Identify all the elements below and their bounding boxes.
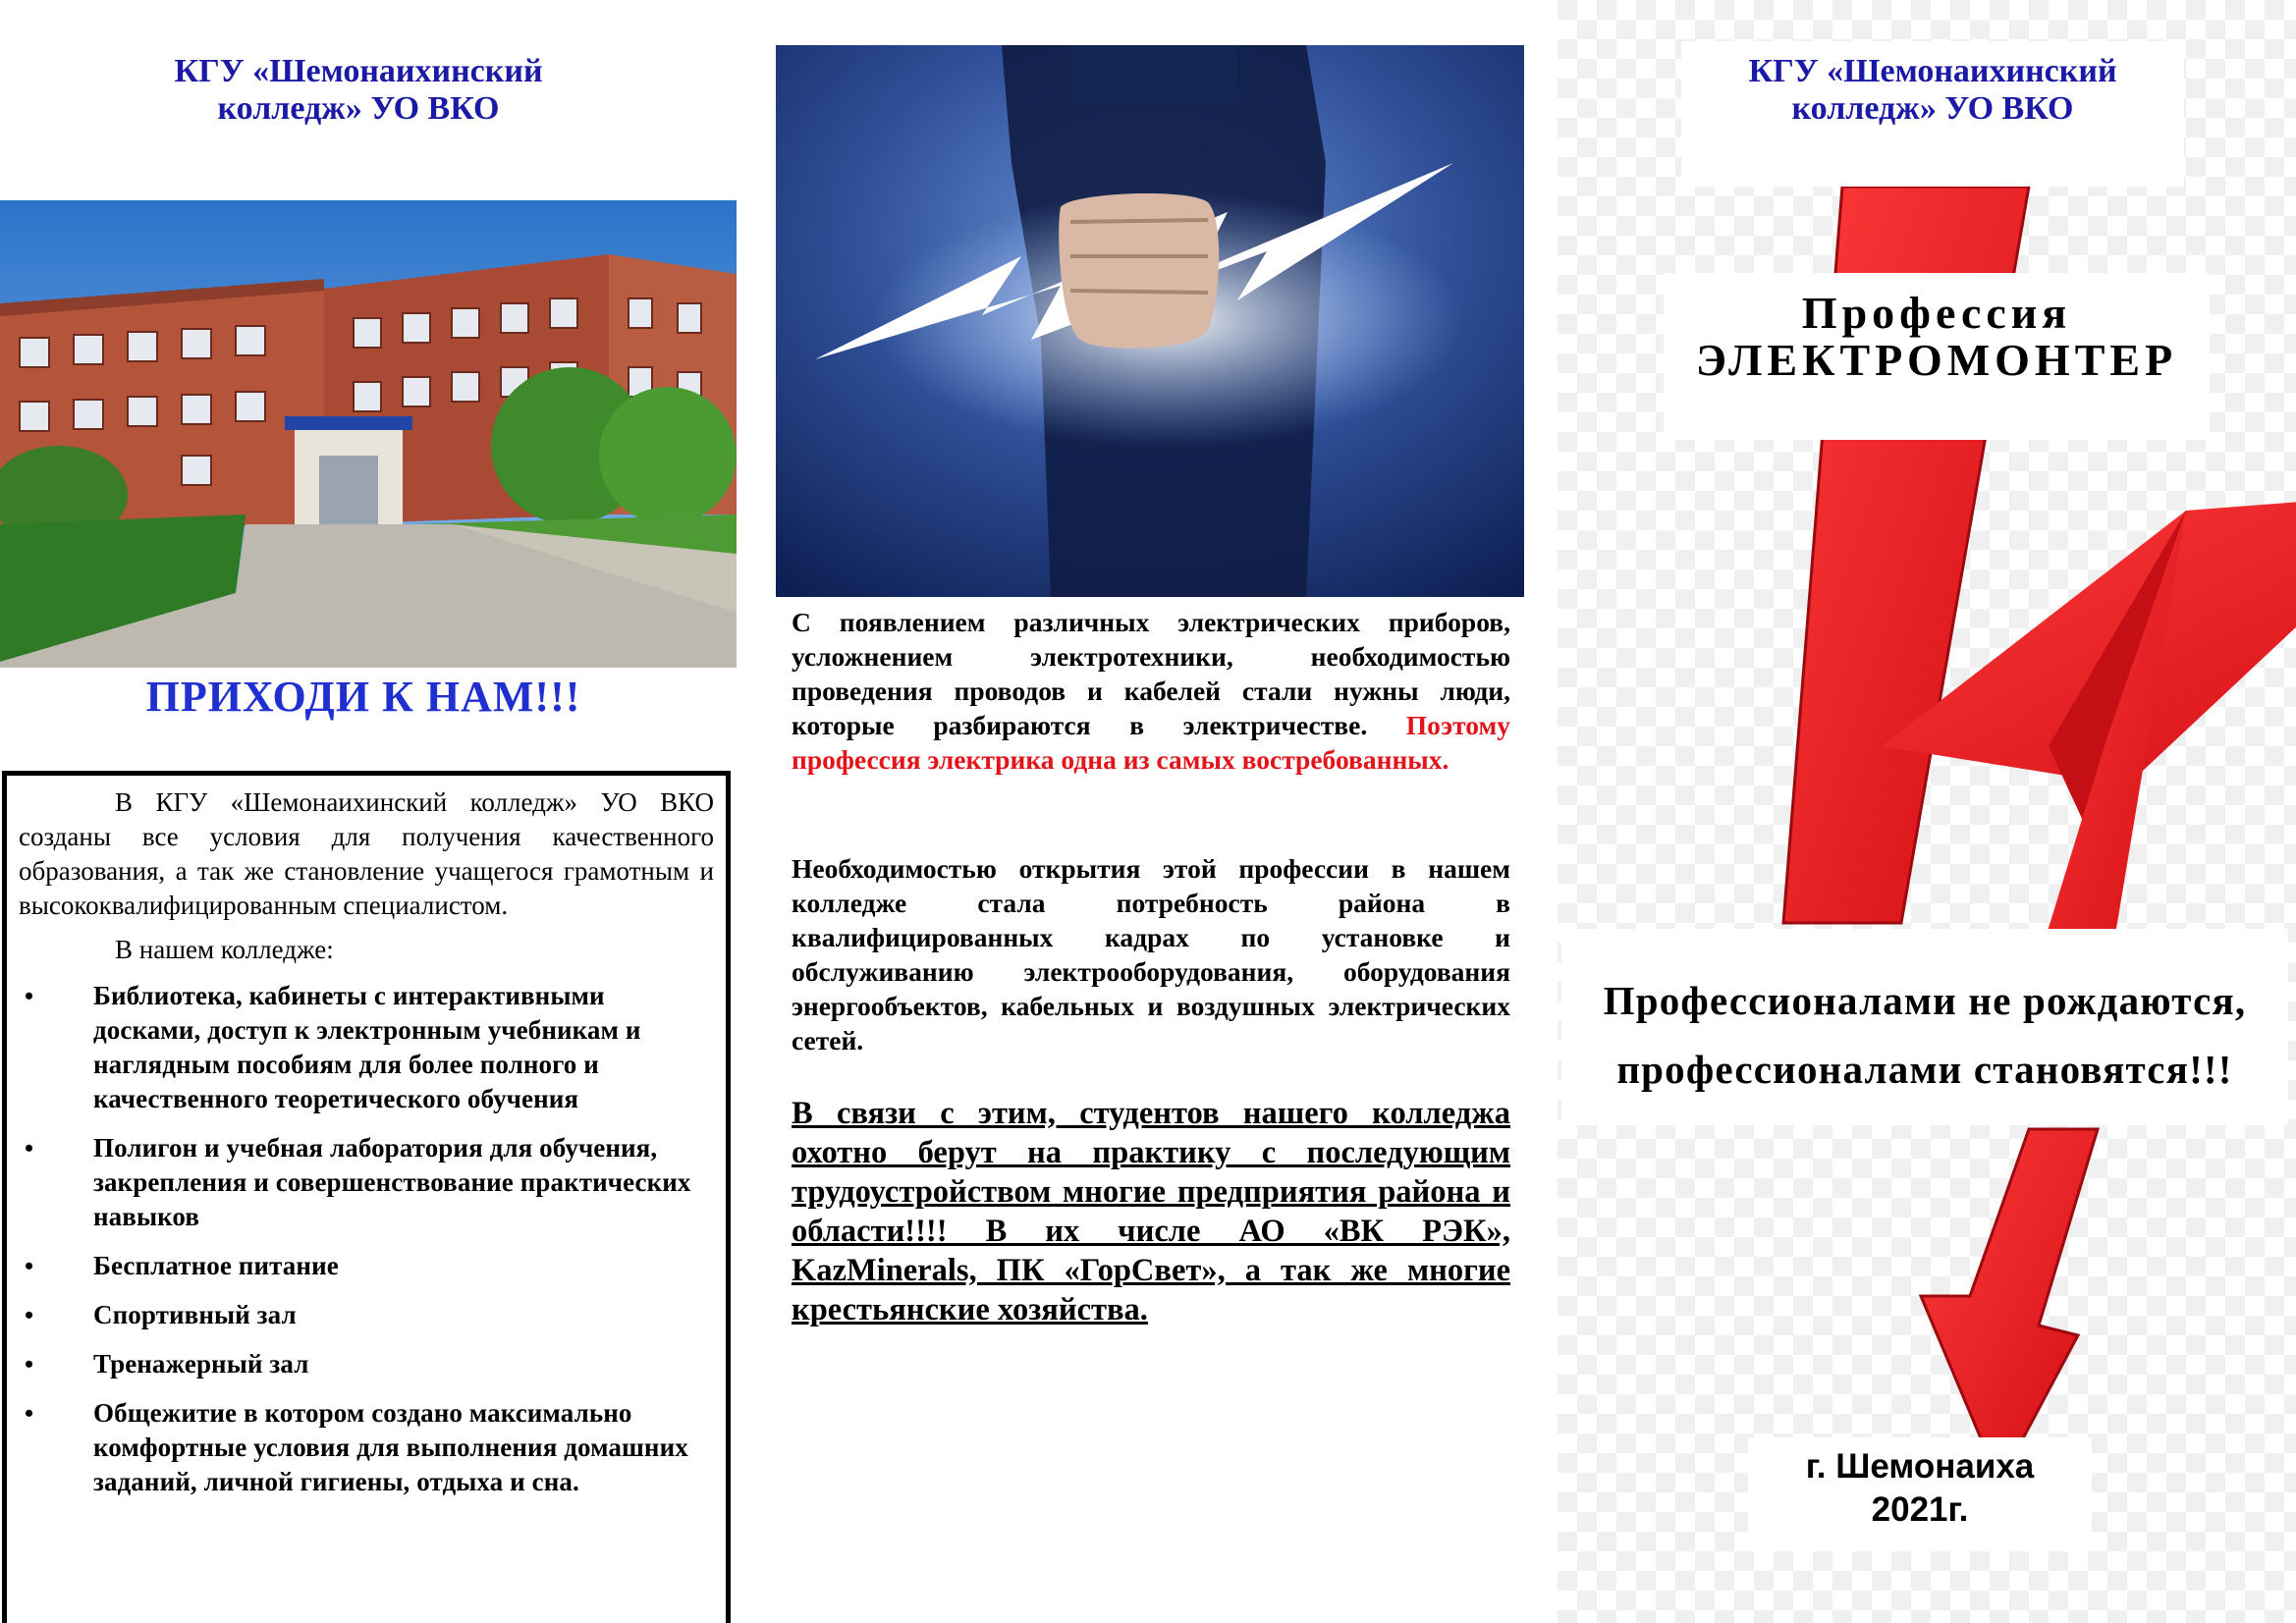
left-org-title — [118, 53, 599, 128]
intro-text: С появлением различных электрических приборов, усложнением электротехники, необходимостью проведения проводов и кабелей стали нужны люди, которые разбираются в электричестве. — [792, 607, 1510, 740]
left-org-line1: КГУ «Шемонаихинский — [174, 53, 543, 89]
list-item: • Общежитие в котором создано максимально комфортные условия для выполнения домашних заданий, личной гигиены, отдыха и сна. — [25, 1398, 688, 1496]
profession-name: ЭЛЕКТРОМОНТЕР — [1695, 335, 2178, 385]
list-item: • Спортивный зал — [19, 1298, 714, 1332]
facilities-subheading: В нашем колледже: — [115, 935, 334, 964]
motto-box — [1561, 929, 2288, 1125]
motto-line1: Профессионалами не рождаются, — [1603, 978, 2247, 1023]
intro-paragraph: В КГУ «Шемонаихинский колледж» УО ВКО созданы все условия для получения качественного образования, а так же становление учащегося грамотным и высококвалифицированным специалистом. — [19, 787, 714, 920]
right-org-line1: КГУ «Шемонаихинский — [1748, 53, 2117, 89]
list-item: • Тренажерный зал — [19, 1347, 714, 1381]
motto-text — [1561, 966, 2288, 1104]
city-year-text — [1748, 1445, 2092, 1532]
list-item: • Бесплатное питание — [19, 1249, 714, 1283]
college-building-photo — [0, 200, 737, 668]
bullet-icon: • — [25, 982, 34, 1010]
list-item: • Полигон и учебная лаборатория для обучения, закрепления и совершенствование практических навыков — [25, 1133, 691, 1231]
necessity-paragraph: Необходимостью открытия этой профессии в нашем колледже стала потребность района в квалифицированных кадрах по установке и обслуживанию электрооборудования, оборудования энергообъектов, кабельных и воздушных электрических сетей. — [792, 853, 1510, 1055]
bullet-icon: • — [25, 1134, 34, 1163]
city-name: г. Шемонаиха — [1805, 1447, 2035, 1486]
motto-line2: профессионалами становятся!!! — [1616, 1047, 2233, 1092]
bullet-icon: • — [25, 1350, 34, 1379]
lightning-bolt-graphic — [1558, 0, 2296, 1623]
demand-highlight-text: Поэтому профессия электрика одна из самых востребованных. — [792, 710, 1511, 775]
left-org-line2: колледж» УО ВКО — [217, 90, 500, 127]
profession-box — [1664, 273, 2210, 440]
fist-lightning-photo — [776, 45, 1524, 597]
intro-text-block — [792, 605, 1510, 777]
bullet-icon: • — [25, 1252, 34, 1280]
right-org-line2: колледж» УО ВКО — [1791, 90, 2074, 127]
profession-word: Профессия — [1801, 288, 2072, 338]
list-item: • Библиотека, кабинеты с интерактивными досками, доступ к электронным учебникам и наглядным пособиям для более полного и качественного теоретического обучения — [25, 981, 641, 1113]
bullet-icon: • — [25, 1399, 34, 1428]
college-info-box — [2, 771, 731, 1623]
employment-paragraph: В связи с этим, студентов нашего колледжа охотно берут на практику с последующим трудоустройством многие предприятия района и области!!!! В их числе АО «ВК РЭК», KazMinerals, ПК «ГорСвет», а так же многие крестьянские хозяйства. — [792, 1096, 1510, 1327]
year: 2021г. — [1871, 1490, 1969, 1529]
right-org-title — [1681, 53, 2184, 128]
bullet-icon: • — [25, 1301, 34, 1329]
right-org-box — [1681, 41, 2184, 187]
city-year-box — [1748, 1437, 2092, 1551]
facilities-list — [19, 979, 714, 1499]
invite-heading: ПРИХОДИ К НАМ!!! — [145, 673, 581, 721]
